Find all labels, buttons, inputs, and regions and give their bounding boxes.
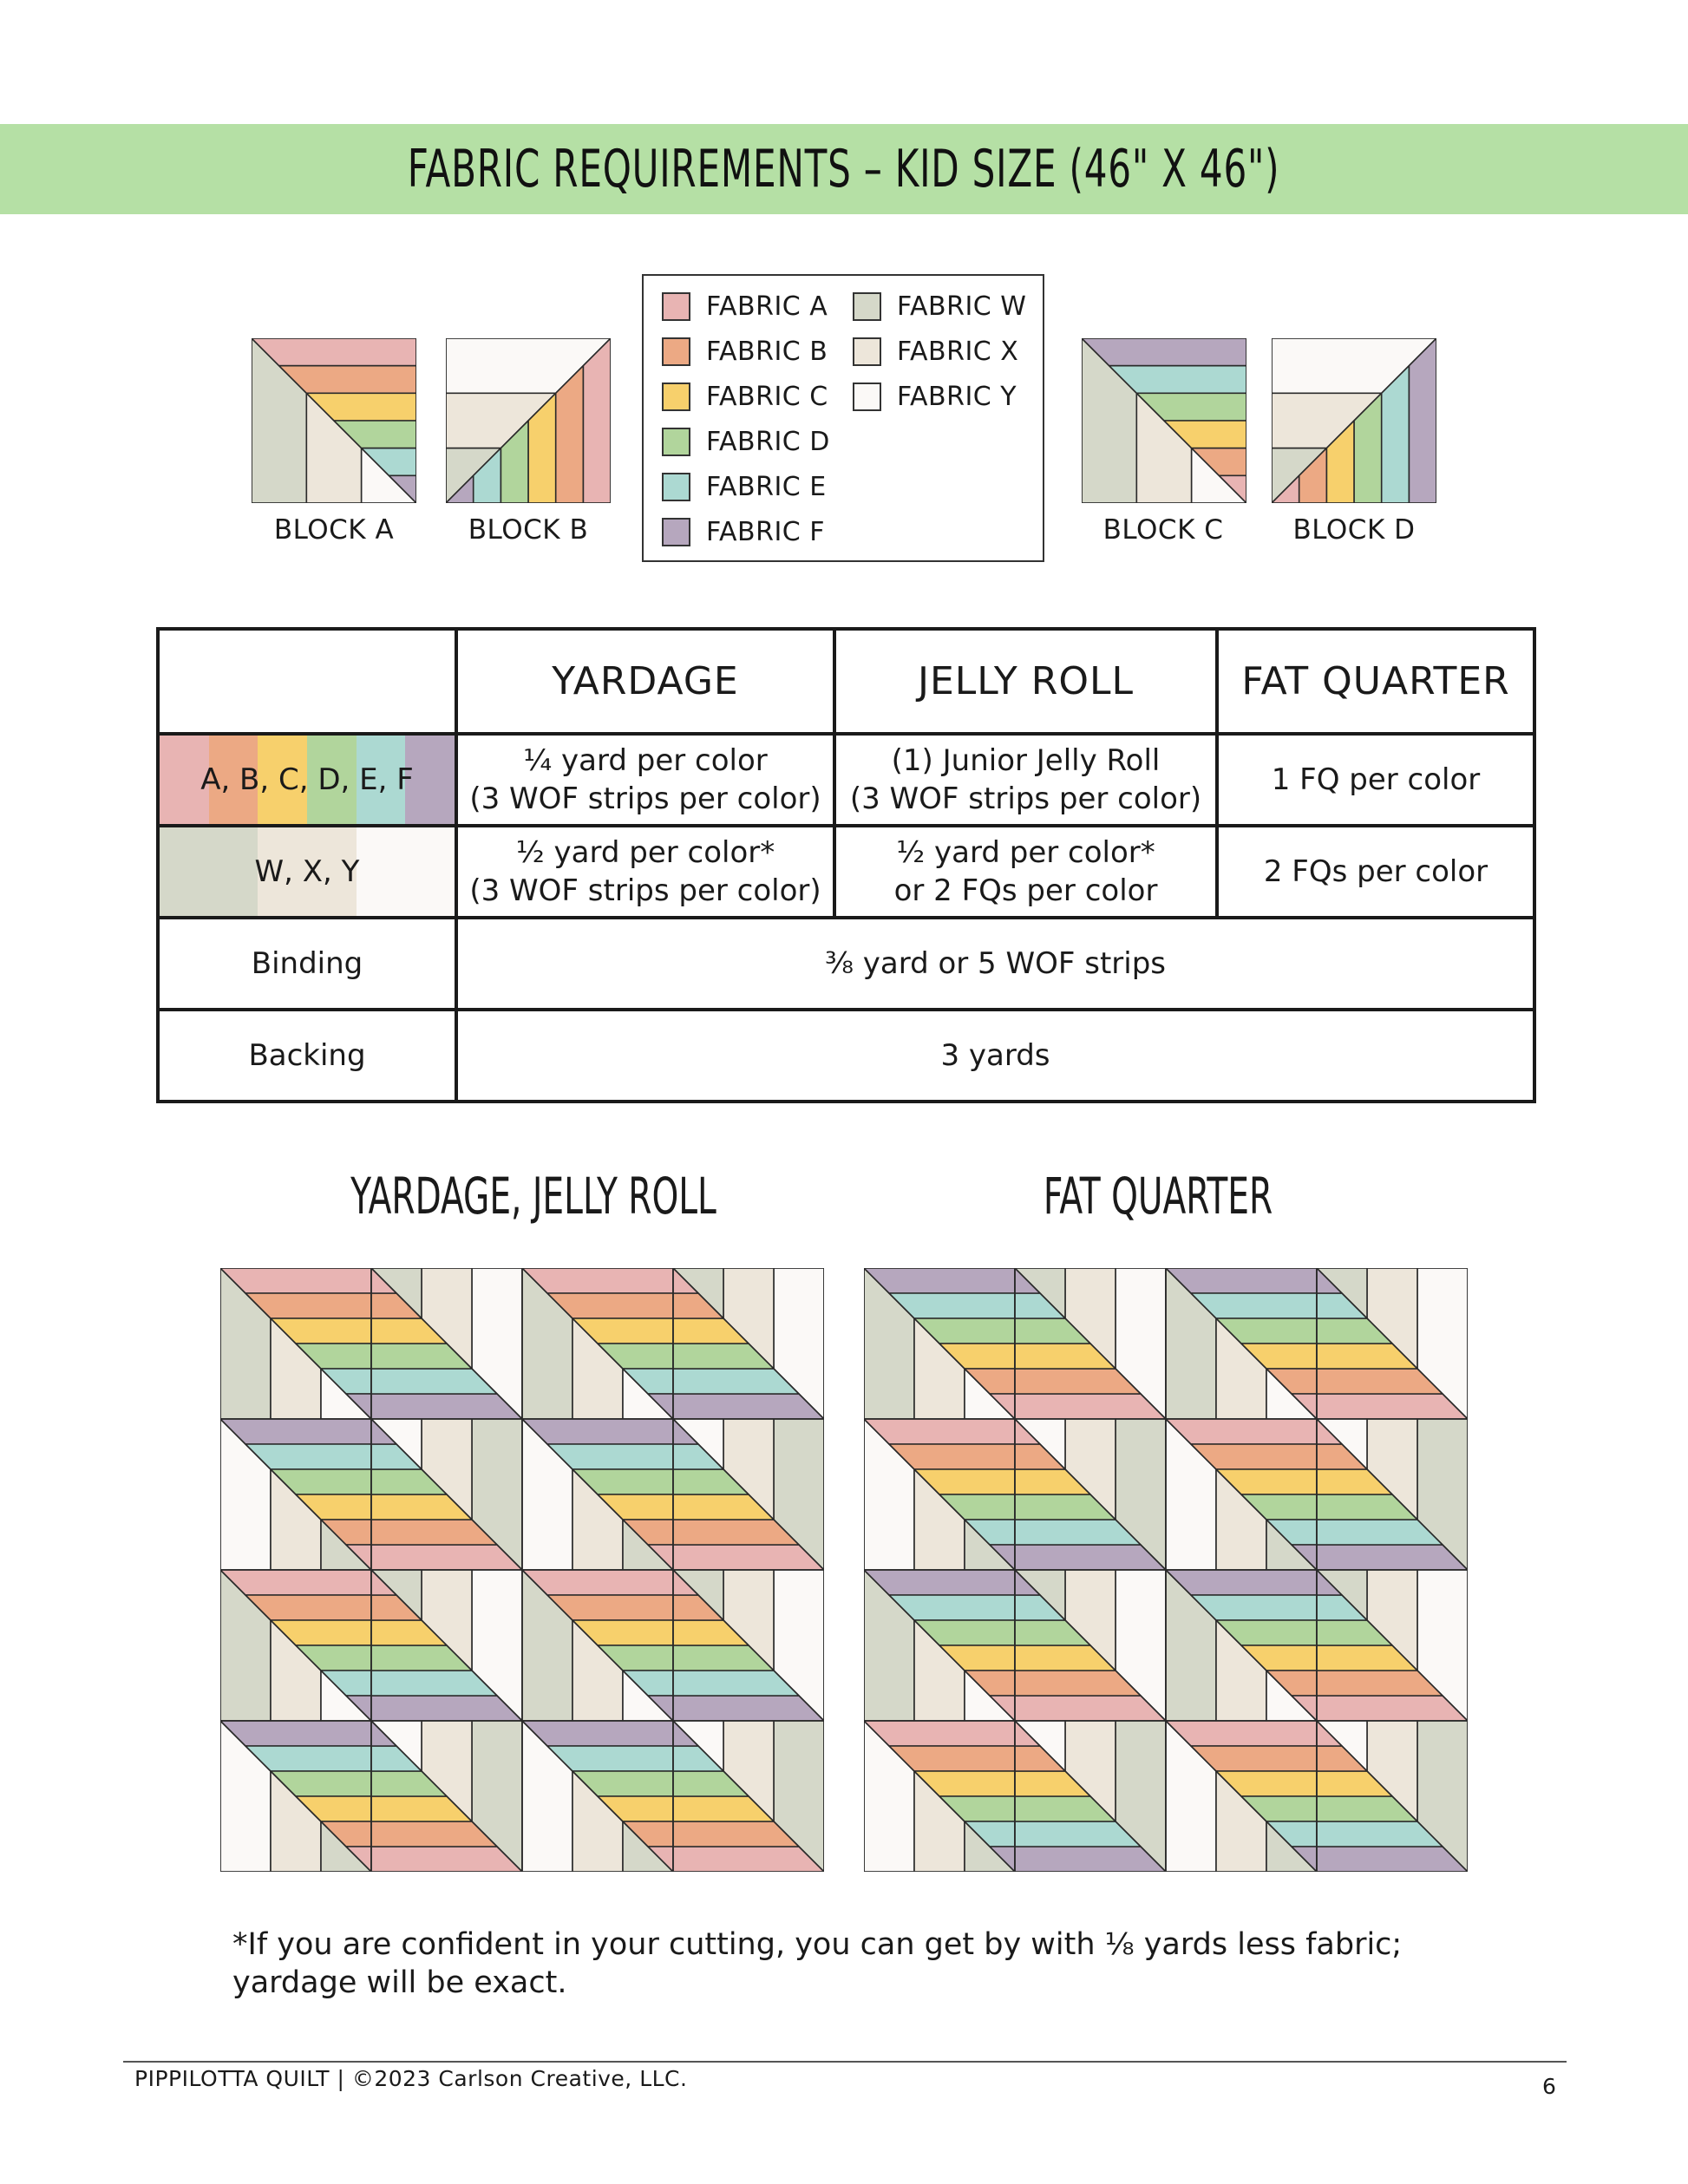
stripe <box>864 1268 1015 1293</box>
footnote-line-2: yardage will be exact. <box>232 1965 567 2000</box>
table-row <box>158 734 1534 826</box>
header-yardage: YARDAGE <box>456 629 834 734</box>
block-d-diagram <box>1272 338 1436 503</box>
swatch-fabric-y <box>853 383 881 411</box>
legend-label: FABRIC W <box>897 291 1027 322</box>
stripe <box>522 1721 673 1746</box>
quilt-diagram-yardage-jelly-roll <box>220 1268 824 1872</box>
quilt-block <box>1166 1721 1317 1872</box>
swatch-fabric-d <box>662 428 690 456</box>
row-label-cell <box>158 826 456 918</box>
quilt-block <box>522 1419 673 1570</box>
quilt-block <box>673 1721 824 1872</box>
quilt-block <box>371 1268 522 1419</box>
stripe <box>220 1721 371 1746</box>
stripe <box>864 1570 1015 1595</box>
row-label: A, B, C, D, E, F <box>200 762 414 797</box>
stripe <box>1015 1847 1166 1872</box>
color-stripes-abcdef <box>160 736 455 824</box>
swatch-fabric-x <box>853 337 881 366</box>
table-cell: ¼ yard per color (3 WOF strips per color) <box>456 734 834 826</box>
quilt-block <box>371 1570 522 1721</box>
swatch-fabric-b <box>662 337 690 366</box>
table-row <box>158 1010 1534 1102</box>
quilt-block <box>1015 1268 1166 1419</box>
swatch-fabric-c <box>662 383 690 411</box>
legend-label: FABRIC C <box>706 382 828 412</box>
requirements-table <box>156 627 1536 1103</box>
stripe <box>1082 338 1246 366</box>
legend-label: FABRIC F <box>706 517 826 547</box>
stripe <box>1015 1696 1166 1721</box>
quilt-block <box>1317 1570 1468 1721</box>
quilt-block <box>220 1570 371 1721</box>
footer-rule <box>123 2061 1567 2063</box>
stripe <box>252 338 416 366</box>
quilt-block <box>673 1419 824 1570</box>
stripe <box>1015 1545 1166 1570</box>
quilt-block <box>1166 1268 1317 1419</box>
quilt-block <box>522 1268 673 1419</box>
legend-label: FABRIC D <box>706 427 830 457</box>
legend-fabric-c <box>662 382 828 412</box>
legend-fabric-w <box>853 291 1026 322</box>
header-fat-quarter: FAT QUARTER <box>1217 629 1534 734</box>
quilt-block <box>1166 1570 1317 1721</box>
stripe <box>522 1570 673 1595</box>
legend-fabric-f <box>662 517 825 547</box>
swatch-fabric-e <box>662 473 690 501</box>
table-cell: (1) Junior Jelly Roll (3 WOF strips per color) <box>834 734 1217 826</box>
quilt-block <box>1015 1570 1166 1721</box>
block-b-label: BLOCK B <box>468 514 589 546</box>
quilt-block <box>864 1419 1015 1570</box>
quilt-diagram-fat-quarter <box>864 1268 1468 1872</box>
stripe <box>371 1696 522 1721</box>
row-label-cell: Binding <box>158 918 456 1010</box>
quilt-left-title: YARDAGE, JELLY ROLL <box>350 1167 716 1226</box>
stripe <box>1166 1721 1317 1746</box>
table-cell: ⅜ yard or 5 WOF strips <box>456 918 1534 1010</box>
legend-fabric-d <box>662 427 830 457</box>
row-label-cell <box>158 734 456 826</box>
legend-fabric-e <box>662 472 827 502</box>
legend-label: FABRIC B <box>706 337 828 367</box>
table-row <box>158 826 1534 918</box>
row-label-cell: Backing <box>158 1010 456 1102</box>
table-cell: 2 FQs per color <box>1217 826 1534 918</box>
table-header-row <box>158 629 1534 734</box>
stripe <box>864 1419 1015 1444</box>
quilt-block <box>371 1721 522 1872</box>
legend-fabric-a <box>662 291 828 322</box>
block-c-label: BLOCK C <box>1102 514 1224 546</box>
stripe <box>583 338 611 503</box>
legend-label: FABRIC A <box>706 291 828 322</box>
quilt-block <box>522 1570 673 1721</box>
stripe <box>673 1394 824 1419</box>
quilt-block <box>673 1570 824 1721</box>
legend-fabric-b <box>662 337 828 367</box>
block-a-label: BLOCK A <box>273 514 395 546</box>
quilt-block <box>673 1268 824 1419</box>
legend-label: FABRIC E <box>706 472 827 502</box>
fabric-legend <box>642 274 1044 562</box>
block-b-diagram <box>446 338 611 503</box>
stripe <box>1317 1847 1468 1872</box>
table-cell: ½ yard per color* (3 WOF strips per color) <box>456 826 834 918</box>
quilt-block <box>1317 1721 1468 1872</box>
quilt-block <box>1015 1419 1166 1570</box>
stripe <box>1166 1570 1317 1595</box>
swatch-fabric-w <box>853 292 881 321</box>
footnote <box>232 1926 1447 2002</box>
stripe <box>1409 338 1436 503</box>
stripe <box>1317 1545 1468 1570</box>
stripe <box>1166 1419 1317 1444</box>
quilt-right-title: FAT QUARTER <box>1043 1167 1273 1226</box>
table-cell: ½ yard per color* or 2 FQs per color <box>834 826 1217 918</box>
stripe <box>220 1570 371 1595</box>
quilt-block <box>1015 1721 1166 1872</box>
quilt-block <box>864 1721 1015 1872</box>
stripe <box>864 1721 1015 1746</box>
stripe <box>673 1847 824 1872</box>
row-label: W, X, Y <box>254 854 360 889</box>
quilt-block <box>371 1419 522 1570</box>
title-banner <box>0 124 1688 214</box>
stripe <box>220 1419 371 1444</box>
header-empty-cell <box>158 629 456 734</box>
block-a-diagram <box>252 338 416 503</box>
table-row <box>158 918 1534 1010</box>
block-d-label: BLOCK D <box>1292 514 1416 546</box>
stripe <box>1317 1394 1468 1419</box>
legend-label: FABRIC X <box>897 337 1019 367</box>
quilt-block <box>220 1268 371 1419</box>
header-jelly-roll: JELLY ROLL <box>834 629 1217 734</box>
page-number: 6 <box>1542 2074 1556 2099</box>
table-cell: 3 yards <box>456 1010 1534 1102</box>
stripe <box>522 1419 673 1444</box>
quilt-block <box>220 1419 371 1570</box>
quilt-block <box>1317 1268 1468 1419</box>
color-stripes-wxy <box>160 827 455 916</box>
quilt-block <box>1166 1419 1317 1570</box>
block-c-diagram <box>1082 338 1246 503</box>
stripe <box>1317 1696 1468 1721</box>
stripe <box>673 1696 824 1721</box>
legend-label: FABRIC Y <box>897 382 1017 412</box>
swatch-fabric-a <box>662 292 690 321</box>
legend-fabric-y <box>853 382 1017 412</box>
stripe <box>1015 1394 1166 1419</box>
page-title: FABRIC REQUIREMENTS – KID SIZE (46" X 46") <box>408 139 1280 199</box>
legend-fabric-x <box>853 337 1018 367</box>
stripe <box>522 1268 673 1293</box>
stripe <box>371 1847 522 1872</box>
quilt-block <box>522 1721 673 1872</box>
table-cell: 1 FQ per color <box>1217 734 1534 826</box>
footnote-line-1: *If you are confident in your cutting, you can get by with ⅛ yards less fabric; <box>232 1927 1403 1962</box>
quilt-block <box>864 1570 1015 1721</box>
swatch-fabric-f <box>662 518 690 546</box>
stripe <box>371 1545 522 1570</box>
stripe <box>371 1394 522 1419</box>
stripe <box>220 1268 371 1293</box>
stripe <box>673 1545 824 1570</box>
stripe <box>1166 1268 1317 1293</box>
quilt-block <box>220 1721 371 1872</box>
footer-text: PIPPILOTTA QUILT | ©2023 Carlson Creative, LLC. <box>134 2066 688 2091</box>
quilt-block <box>1317 1419 1468 1570</box>
quilt-block <box>864 1268 1015 1419</box>
